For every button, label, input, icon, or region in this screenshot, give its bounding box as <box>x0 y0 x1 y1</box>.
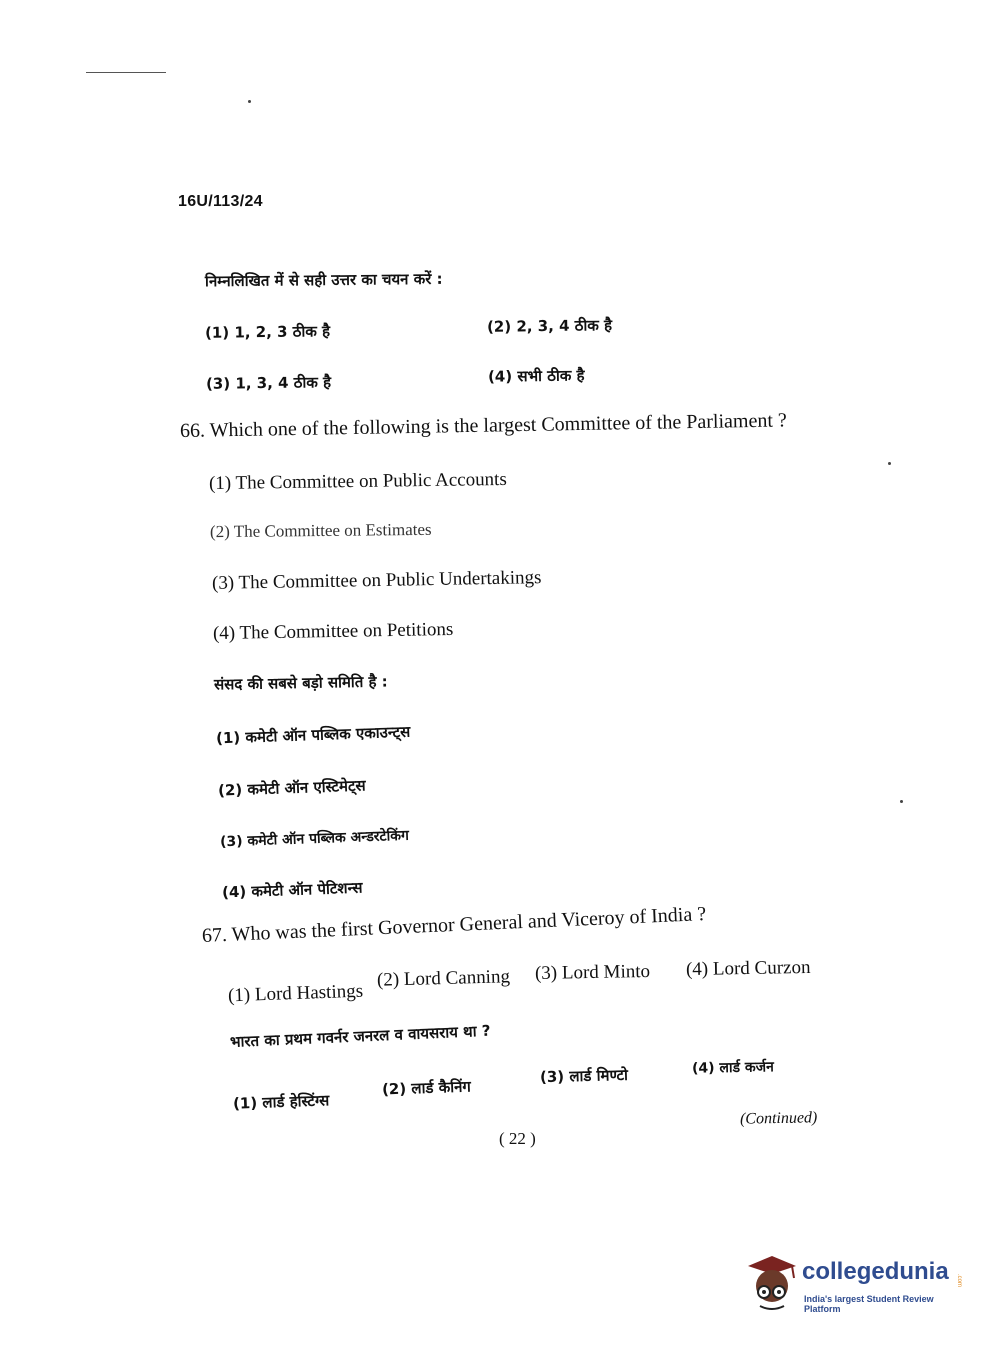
q66-option-hi-1: (1) कमेटी ऑन पब्लिक एकाउन्ट्स <box>215 722 411 748</box>
q67-text: 67. Who was the first Governor General and Viceroy of India ? <box>201 903 707 947</box>
q66-option-en-2: (2) The Committee on Estimates <box>209 519 432 542</box>
prev-option-1: (1) 1, 2, 3 ठीक है <box>204 322 331 342</box>
q67-text-hindi: भारत का प्रथम गवर्नर जनरल व वायसराय था ? <box>229 1021 491 1051</box>
q67-option-en-3: (3) Lord Minto <box>534 960 651 985</box>
prev-option-3: (3) 1, 3, 4 ठीक है <box>205 373 332 393</box>
q67-option-en-2: (2) Lord Canning <box>376 966 511 991</box>
mascot-icon <box>742 1252 800 1316</box>
prev-option-2: (2) 2, 3, 4 ठीक है <box>486 316 613 336</box>
q67-option-hi-2: (2) लार्ड कैनिंग <box>381 1077 472 1099</box>
continued-label: (Continued) <box>739 1109 818 1128</box>
prev-option-4: (4) सभी ठीक है <box>487 366 585 386</box>
logo-wordmark: collegedunia <box>802 1258 949 1285</box>
q66-option-hi-3: (3) कमेटी ऑन पब्लिक अन्डरटेकिंग <box>219 827 410 851</box>
q66-text-hindi: संसद की सबसे बड़ो समिति है : <box>213 672 388 694</box>
paper-code: 16U/113/24 <box>178 193 263 210</box>
q66-text: 66. Which one of the following is the largest Committee of the Parliament ? <box>179 409 787 442</box>
q67-option-en-4: (4) Lord Curzon <box>685 956 811 981</box>
q67-option-hi-1: (1) लार्ड हेस्टिंग्स <box>232 1091 330 1113</box>
q66-option-hi-4: (4) कमेटी ऑन पेटिशन्स <box>221 878 363 902</box>
q67-option-hi-4: (4) लार्ड कर्जन <box>691 1059 774 1077</box>
top-rule <box>86 72 166 73</box>
scan-speck <box>900 800 903 803</box>
q66-option-en-1: (1) The Committee on Public Accounts <box>208 468 507 495</box>
q66-option-en-4: (4) The Committee on Petitions <box>212 618 454 645</box>
q67-option-hi-3: (3) लार्ड मिण्टो <box>539 1065 629 1087</box>
logo-suffix: .com <box>956 1274 962 1288</box>
scan-speck <box>248 100 251 103</box>
collegedunia-logo <box>742 1250 972 1320</box>
logo-tagline: India's largest Student Review Platform <box>804 1294 934 1314</box>
q67-option-en-1: (1) Lord Hastings <box>227 980 364 1007</box>
prev-instruction: निम्नलिखित में से सही उत्तर का चयन करें : <box>204 269 443 291</box>
q66-option-en-3: (3) The Committee on Public Undertakings <box>211 567 542 594</box>
scan-speck <box>888 462 891 465</box>
q66-option-hi-2: (2) कमेटी ऑन एस्टिमेट्स <box>217 776 366 800</box>
page-number: ( 22 ) <box>499 1129 536 1148</box>
